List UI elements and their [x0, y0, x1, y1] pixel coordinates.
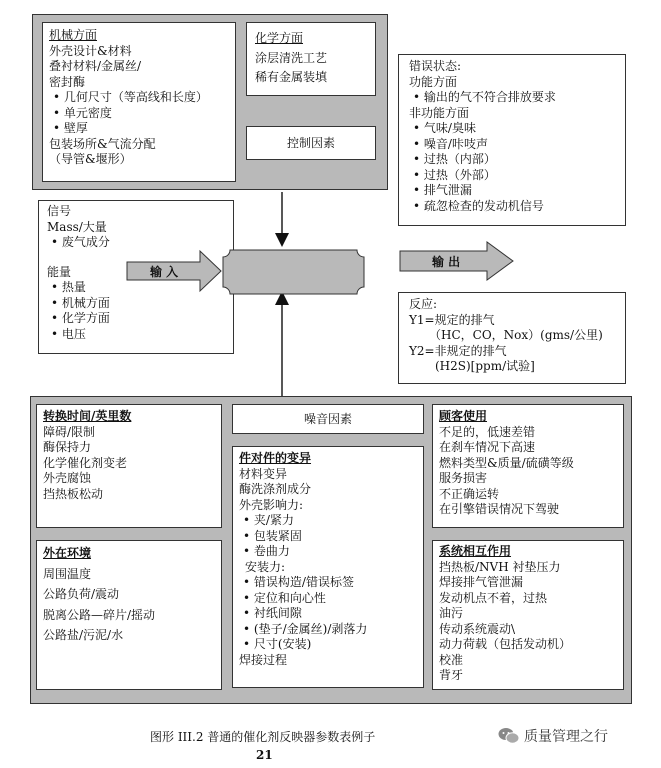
signal-line: 信号 — [47, 204, 72, 218]
response-line: Y2=非规定的排气 — [409, 343, 507, 358]
piece-bullet: • 卷曲力 — [243, 544, 423, 560]
noise-factors-label: 噪音因素 — [303, 412, 352, 426]
chemical-title: 化学方面 — [255, 31, 304, 45]
piece-line: 酶洗涤剂成分 — [239, 482, 312, 496]
error-bullet: • 过热（内部） — [413, 152, 625, 168]
watermark-text: 质量管理之行 — [524, 729, 608, 745]
mechanical-title: 机械方面 — [49, 28, 98, 42]
mechanical-line: （导管&堰形） — [49, 152, 132, 166]
customer-usage-title: 顾客使用 — [439, 409, 488, 423]
system-line: 油污 — [439, 606, 464, 620]
customer-line: 在刹车情况下高速 — [439, 440, 536, 454]
system-line: 校准 — [439, 652, 464, 667]
install-label: 安装力: — [245, 559, 286, 574]
system-line: 传动系统震动\ — [439, 621, 516, 636]
piece-bullet: • 错误构造/错误标签 — [243, 575, 423, 591]
energy-label: 能量 — [47, 264, 72, 279]
time-line: 酶保持力 — [43, 440, 92, 454]
error-line: 错误状态: — [409, 59, 462, 73]
customer-usage-box — [432, 404, 624, 528]
signal-line: Mass/大量 — [47, 219, 107, 234]
non-functional-label: 非功能方面 — [409, 105, 470, 120]
environment-line: 周围温度 — [43, 566, 92, 581]
output-label: 输 出 — [432, 255, 461, 269]
error-line: 功能方面 — [409, 74, 458, 89]
system-line: 焊接排气管泄漏 — [439, 575, 524, 589]
energy-bullet: • 机械方面 — [51, 296, 233, 312]
error-bullet: • 气味/臭味 — [413, 121, 625, 137]
mechanical-line: 密封酶 — [49, 74, 86, 89]
piece-bullet: • 定位和向心性 — [243, 591, 423, 607]
figure-caption: 图形 III.2 普通的催化剂反映器参数表例子 — [150, 730, 376, 744]
piece-line: 外壳影响力: — [239, 497, 304, 512]
piece-line: 材料变异 — [239, 466, 288, 481]
environment-line: 公路负荷/震动 — [43, 587, 120, 601]
signal-bullet: • 废气成分 — [51, 235, 233, 251]
customer-line: 燃料类型&质量/硫磺等级 — [439, 455, 574, 470]
environment-line: 脱离公路—碎片/摇动 — [43, 607, 156, 622]
error-bullet: • 噪音/咔吱声 — [413, 137, 625, 153]
mechanical-bullet: • 几何尺寸（等高线和长度） — [53, 90, 235, 106]
system-line: 动力荷载（包括发动机） — [439, 637, 572, 651]
system-interaction-title: 系统相互作用 — [439, 544, 512, 558]
error-bullet: • 输出的气不符合排放要求 — [413, 90, 625, 106]
system-line: 背牙 — [439, 668, 464, 682]
error-bullet: • 疏忽检查的发动机信号 — [413, 199, 625, 215]
piece-variation-box — [232, 446, 424, 688]
piece-bullet: • 包装紧固 — [243, 529, 423, 545]
mechanical-line: 包装场所&气流分配 — [49, 136, 156, 151]
piece-bullet: • (垫子/金属丝)/剥落力 — [243, 622, 423, 638]
piece-variation-title: 件对件的变异 — [239, 451, 312, 465]
response-line: 反应: — [409, 297, 438, 311]
energy-bullet: • 化学方面 — [51, 311, 233, 327]
time-line: 挡热板松动 — [43, 486, 104, 501]
mechanical-bullet: • 壁厚 — [53, 121, 235, 137]
watermark — [498, 726, 608, 746]
piece-bullet: • 衬纸间隙 — [243, 606, 423, 622]
piece-bullet: • 尺寸(安装) — [243, 637, 423, 653]
system-interaction-box — [432, 540, 624, 690]
environment-title: 外在环境 — [43, 546, 92, 560]
system-block — [223, 250, 364, 294]
control-factors-label: 控制因素 — [286, 136, 335, 150]
system-line: 发动机点不着，过热 — [439, 590, 548, 605]
customer-line: 不足的，低速差错 — [439, 424, 536, 439]
mechanical-line: 叠衬材料/金属丝/ — [49, 59, 142, 73]
system-line: 挡热板/NVH 衬垫压力 — [439, 559, 561, 574]
response-line: Y1=规定的排气 — [409, 312, 495, 327]
response-line: （HC，CO，Nox）(gms/公里) — [429, 328, 603, 342]
error-bullet: • 排气泄漏 — [413, 183, 625, 199]
time-mileage-box — [36, 404, 222, 528]
response-line: (H2S)[ppm/试验] — [435, 359, 535, 373]
page-number: 21 — [256, 748, 273, 762]
piece-line: 焊接过程 — [239, 652, 288, 667]
time-line: 外壳腐蚀 — [43, 471, 92, 485]
customer-line: 不正确运转 — [439, 486, 500, 501]
input-label: 输 入 — [150, 265, 179, 279]
chemical-line: 涂层清洗工艺 — [255, 50, 328, 65]
mechanical-bullet: • 单元密度 — [53, 106, 235, 122]
error-bullet: • 过热（外部） — [413, 168, 625, 184]
time-mileage-title: 转换时间/英里数 — [43, 409, 132, 423]
noise-factors-label-box — [232, 404, 424, 434]
wechat-icon — [498, 727, 520, 745]
environment-line: 公路盐/污泥/水 — [43, 628, 124, 642]
time-line: 化学催化剂变老 — [43, 455, 128, 470]
energy-bullet: • 热量 — [51, 280, 233, 296]
mechanical-line: 外壳设计&材料 — [49, 43, 132, 58]
time-line: 障碍/限制 — [43, 424, 96, 439]
customer-line: 服务损害 — [439, 471, 488, 485]
customer-line: 在引擎错误情况下驾驶 — [439, 502, 560, 516]
chemical-line: 稀有金属装填 — [255, 70, 328, 84]
environment-box — [36, 540, 222, 690]
energy-bullet: • 电压 — [51, 327, 233, 343]
piece-bullet: • 夹/紧力 — [243, 513, 423, 529]
